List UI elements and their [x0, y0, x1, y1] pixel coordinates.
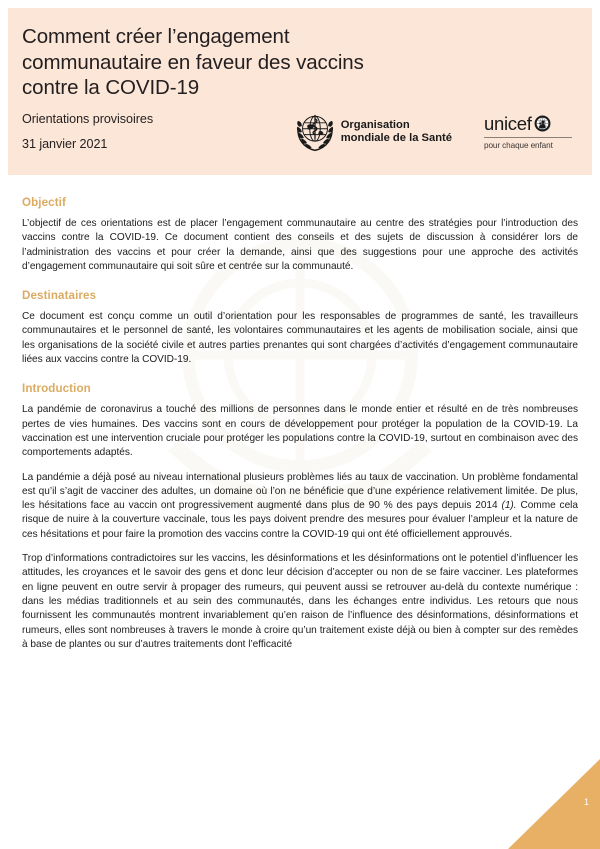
paragraph-text-lead: La pandémie a déjà posé au niveau international plusieurs problèmes liés au taux de vaccination. Un problème fondamental est qu’il s’agit de vacciner des adultes, un domaine où l’on ne bénéficie que d’une expérience relativement limitée. De plus, les hésitations face au vaccin ont progressivement augmenté dans plus de 90 % des pays depuis 2014 [22, 471, 578, 512]
document-date: 31 janvier 2021 [22, 136, 108, 151]
unicef-emblem-icon [534, 115, 551, 132]
document-subtitle: Orientations provisoires [22, 111, 154, 126]
page-title: Comment créer l’engagement communautaire en faveur des vaccins contre la COVID-19 [22, 25, 364, 99]
document-body [22, 196, 578, 667]
paragraph [22, 471, 578, 542]
section-objectif [22, 196, 578, 274]
citation-reference: (1). [501, 500, 517, 512]
paragraph-text-tail: Comme cela risque de nuire à la couverture vaccinale, tous les pays doivent prendre des mesures pour évaluer l’ampleur et la nature de ces hésitations et pour faire la promotion des vaccins contre la COVID-19 qui ont été officiellement approuvés. [22, 500, 578, 540]
document-header [8, 8, 592, 175]
who-logo [294, 111, 452, 153]
logo-group [294, 111, 574, 153]
section-heading-destinataires: Destinataires [22, 289, 97, 303]
who-wordmark-line1: Organisation [340, 119, 410, 131]
section-destinataires [22, 289, 578, 367]
unicef-divider [484, 137, 572, 138]
who-emblem-icon [294, 111, 336, 153]
paragraph: La pandémie de coronavirus a touché des millions de personnes dans le monde entier et résulté en de très nombreuses pertes de vies humaines. Des vaccins sont en cours de développement pour protéger la population de la COVID-19. La vaccination est une intervention cruciale pour protéger les populations contre la COVID-19, surtout en combinaison avec des comportements adaptés. [22, 404, 578, 459]
paragraph: Ce document est conçu comme un outil d’orientation pour les responsables de programmes de santé, les travailleurs communautaires et le personnel de santé, les volontaires communautaires et les agents de mobilisation sociale, ainsi que les organisations de la société civile et autres parties prenantes qui sont chargées d’activités d’engagement communautaire liées aux vaccins contre la COVID-19. [22, 311, 578, 366]
section-introduction [22, 382, 578, 652]
paragraph: Trop d’informations contradictoires sur les vaccins, les désinformations et les désinformations ont le potentiel d’influencer les attitudes, les croyances et le savoir des gens et donc leur décision d’accepter ou non de se faire vacciner. Les plateformes en ligne peuvent en outre servir à propager des rumeurs, qui peuvent aussi se retrouver au-delà du contexte numérique : dans les médias traditionnels et au sein des communautés, dans les échanges entre individus. Les retours que nous fournissent les communautés montrent invariablement qu’en raison de l’influence des désinformations, désinformations et rumeurs, elles sont nombreuses à travers le monde à croire qu’un traitement existe déjà ou bien à compter sur des remèdes à base de plantes ou sur d’autres traitements dont l’efficacité [22, 553, 578, 650]
section-heading-objectif: Objectif [22, 196, 66, 209]
unicef-logo-top [484, 114, 551, 133]
page-number: 1 [583, 797, 589, 807]
who-wordmark-line2: mondiale de la Santé [340, 132, 452, 144]
unicef-wordmark: unicef [484, 113, 532, 134]
section-heading-introduction: Introduction [22, 382, 91, 396]
paragraph: L’objectif de ces orientations est de placer l’engagement communautaire au centre des stratégies pour l’introduction des vaccins contre la COVID-19. Ce document contient des conseils et des sujets de discussion à considérer lors de l’administration des vaccins et pour créer la demande, ainsi que des suggestions pour une approche des activités d’engagement communautaire qui soit sûre et centrée sur la communauté. [22, 218, 578, 272]
unicef-tagline: pour chaque enfant [484, 141, 553, 150]
unicef-logo [484, 114, 574, 150]
who-wordmark [341, 119, 452, 145]
